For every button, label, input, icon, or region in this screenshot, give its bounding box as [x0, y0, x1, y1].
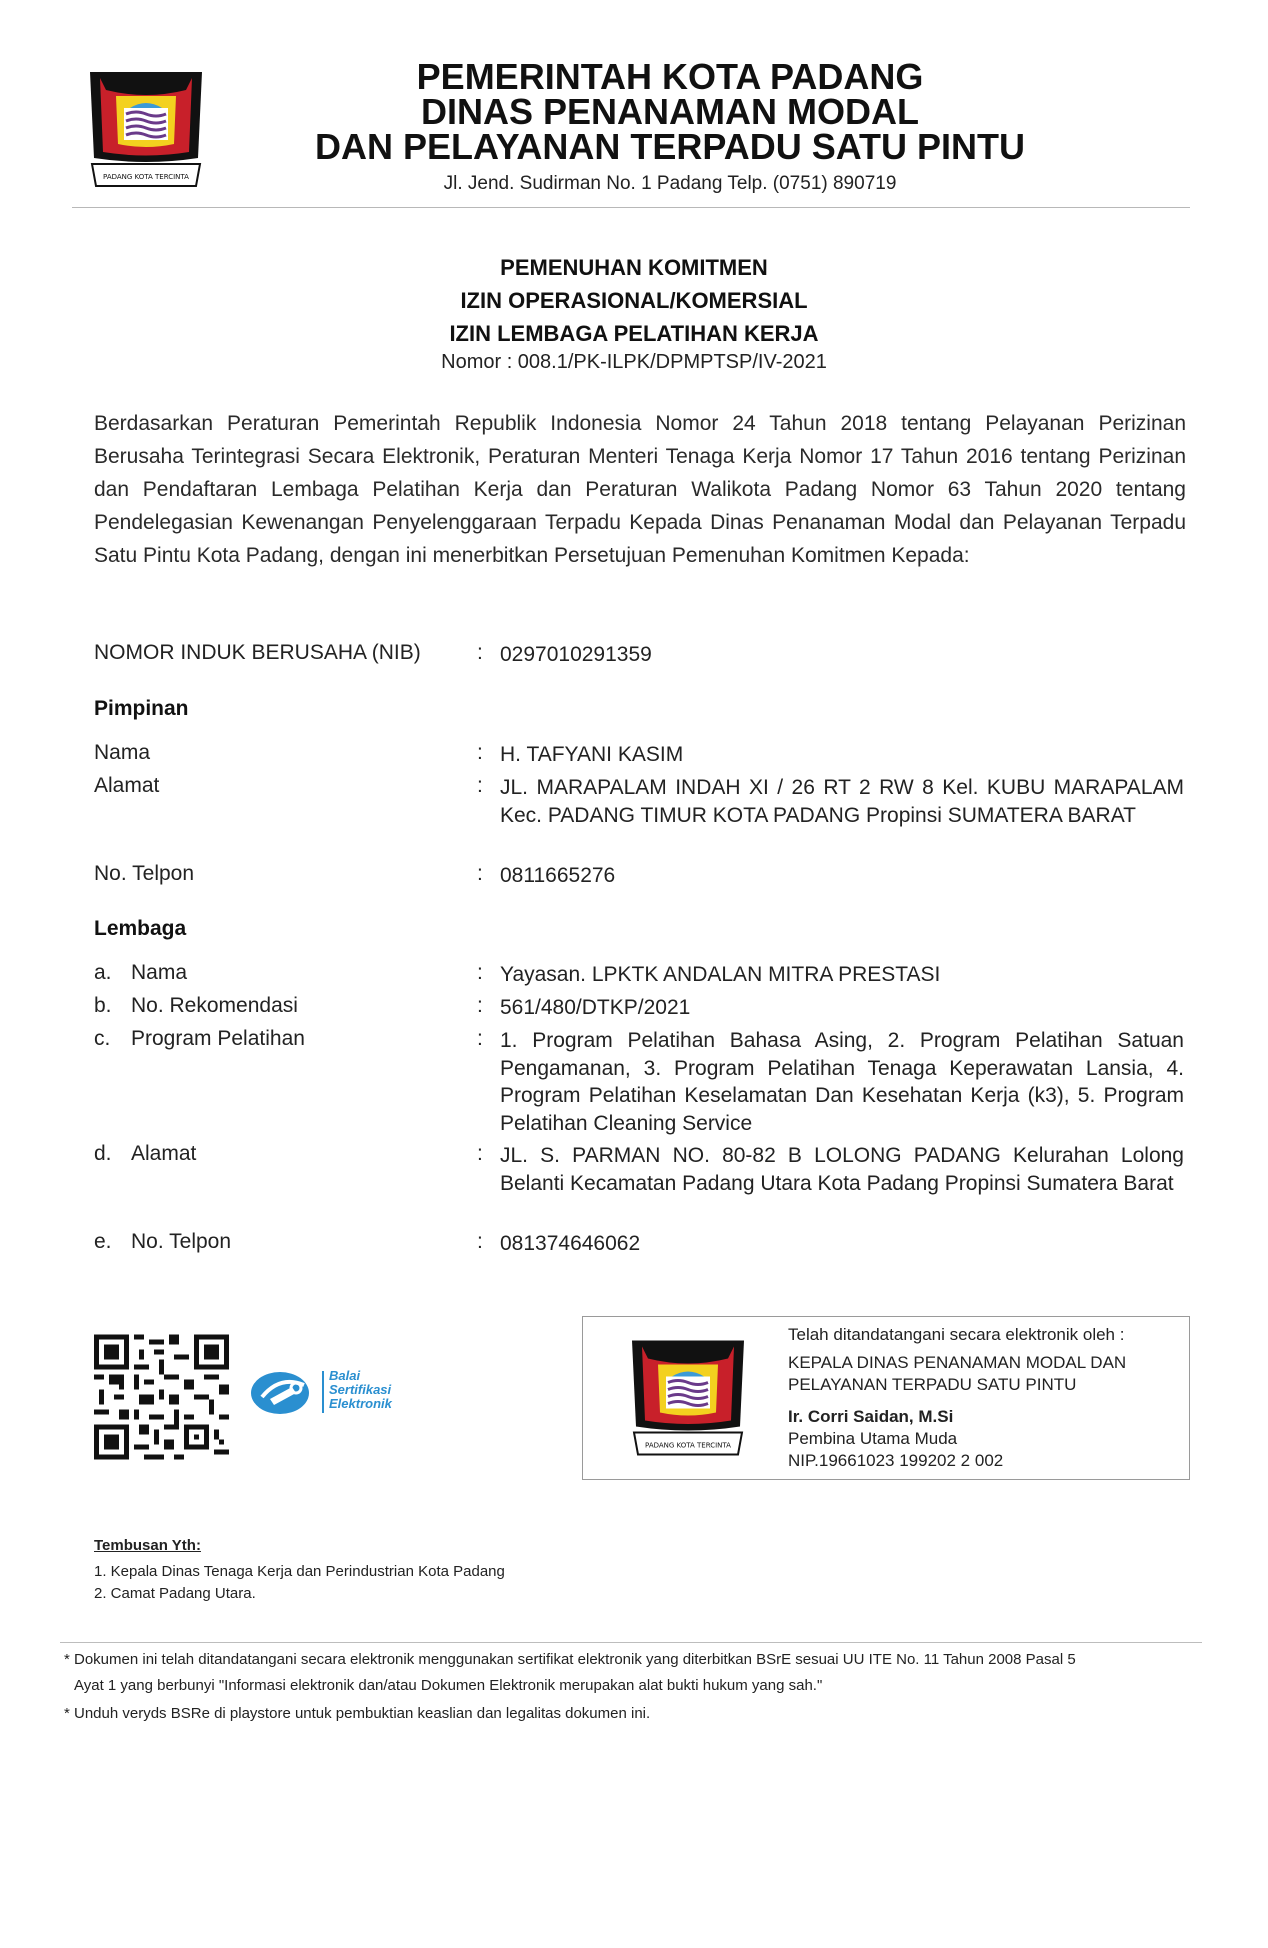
header-agency-line1: DINAS PENANAMAN MODAL [421, 91, 919, 132]
lembaga-rekomendasi-value: 561/480/DTKP/2021 [500, 996, 691, 1019]
lembaga-nama-label: Nama [131, 961, 188, 984]
svg-text:PADANG KOTA TERCINTA: PADANG KOTA TERCINTA [103, 173, 189, 181]
tembusan-heading: Tembusan Yth: [94, 1537, 201, 1554]
header-agency-line2: DAN PELAYANAN TERPADU SATU PINTU [314, 126, 1026, 167]
pimpinan-heading: Pimpinan [94, 697, 189, 720]
doc-title-line1: PEMENUHAN KOMITMEN [500, 255, 768, 280]
lembaga-program-value: 1. Program Pelatihan Bahasa Asing, 2. Program Pelatihan Satuan Pengamanan, 3. Program Pelatihan Tenaga Keperawatan Lansia, 4. Program Pelatihan Keselamatan Dan Kesehatan Kerja (k3), 5. Program Pelatihan Cleaning Service [500, 1029, 1184, 1135]
header-address: Jl. Jend. Sudirman No. 1 Padang Telp. (0751) 890719 [443, 173, 897, 194]
nib-value: 0297010291359 [500, 643, 652, 666]
lembaga-item-letter: b. [94, 994, 112, 1017]
header-divider [72, 207, 1190, 208]
doc-title-line2: IZIN OPERASIONAL/KOMERSIAL [460, 288, 808, 313]
header-government-name: PEMERINTAH KOTA PADANG [416, 56, 924, 97]
verification-qr-code[interactable] [94, 1333, 229, 1461]
signatory-rank: Pembina Utama Muda [788, 1429, 958, 1448]
lembaga-alamat-value: JL. S. PARMAN NO. 80-82 B LOLONG PADANG Kelurahan Lolong Belanti Kecamatan Padang Utara Kota Padang Propinsi Sumatera Barat [500, 1144, 1184, 1195]
footnote-legal-line1: * Dokumen ini telah ditandatangani secara elektronik menggunakan sertifikat elektronik yang diterbitkan BSrE sesuai UU ITE No. 11 Tahun 2008 Pasal 5 [64, 1651, 1076, 1668]
padang-city-emblem-small [628, 1335, 748, 1463]
lembaga-nama-colon: : [477, 961, 483, 984]
lembaga-program-label: Program Pelatihan [131, 1027, 305, 1050]
intro-paragraph: Berdasarkan Peraturan Pemerintah Republik Indonesia Nomor 24 Tahun 2018 tentang Pelayanan Perizinan Berusaha Terintegrasi Secara Elektronik, Peraturan Menteri Tenaga Kerja Nomor 17 Tahun 2016 tentang Perizinan dan Pendaftaran Lembaga Pelatihan Kerja dan Peraturan Walikota Padang Nomor 63 Tahun 2020 tentang Pendelegasian Kewenangan Penyelenggaraan Terpadu Kepada Dinas Penanaman Modal dan Pelayanan Terpadu Satu Pintu Kota Padang, dengan ini menerbitkan Persetujuan Pemenuhan Komitmen Kepada: [94, 412, 1186, 567]
tembusan-item: 1. Kepala Dinas Tenaga Kerja dan Perindustrian Kota Padang [94, 1563, 505, 1580]
lembaga-item-letter: e. [94, 1230, 112, 1253]
pimpinan-alamat-label: Alamat [94, 774, 160, 797]
lembaga-telpon-colon: : [477, 1230, 483, 1253]
bsre-emblem-icon [250, 1367, 316, 1417]
lembaga-alamat-label: Alamat [131, 1142, 197, 1165]
pimpinan-nama-value: H. TAFYANI KASIM [500, 743, 684, 766]
nib-colon: : [477, 641, 483, 664]
lembaga-rekomendasi-colon: : [477, 994, 483, 1017]
pimpinan-alamat-value: JL. MARAPALAM INDAH XI / 26 RT 2 RW 8 Kel. KUBU MARAPALAM Kec. PADANG TIMUR KOTA PADANG Propinsi SUMATERA BARAT [500, 776, 1184, 827]
bsre-logo [250, 1367, 425, 1419]
signatory-name: Ir. Corri Saidan, M.Si [788, 1407, 954, 1426]
nib-label: NOMOR INDUK BERUSAHA (NIB) [94, 641, 421, 664]
lembaga-program-colon: : [477, 1027, 483, 1050]
lembaga-item-letter: c. [94, 1027, 111, 1050]
lembaga-item-letter: d. [94, 1142, 112, 1165]
lembaga-heading: Lembaga [94, 917, 187, 940]
lembaga-rekomendasi-label: No. Rekomendasi [131, 994, 298, 1017]
lembaga-item-letter: a. [94, 961, 112, 984]
lembaga-nama-value: Yayasan. LPKTK ANDALAN MITRA PRESTASI [500, 963, 941, 986]
bsre-divider [322, 1371, 324, 1413]
pimpinan-nama-label: Nama [94, 741, 151, 764]
footer-divider [60, 1642, 1202, 1643]
bsre-text: Balai Sertifikasi Elektronik [329, 1368, 392, 1411]
signature-intro: Telah ditandatangani secara elektronik oleh : [788, 1325, 1125, 1344]
pimpinan-nama-colon: : [477, 741, 483, 764]
svg-text:PADANG KOTA TERCINTA: PADANG KOTA TERCINTA [645, 1441, 731, 1450]
footnote-verify: * Unduh veryds BSRe di playstore untuk pembuktian keaslian dan legalitas dokumen ini. [64, 1705, 651, 1722]
footnote-legal-line2: Ayat 1 yang berbunyi "Informasi elektronik dan/atau Dokumen Elektronik merupakan alat bukti hukum yang sah." [74, 1677, 823, 1694]
doc-number: Nomor : 008.1/PK-ILPK/DPMPTSP/IV-2021 [441, 351, 827, 373]
pimpinan-telpon-colon: : [477, 862, 483, 885]
pimpinan-telpon-label: No. Telpon [94, 862, 195, 885]
lembaga-telpon-label: No. Telpon [131, 1230, 232, 1253]
pimpinan-alamat-colon: : [477, 774, 483, 797]
lembaga-alamat-colon: : [477, 1142, 483, 1165]
signature-position-line2: PELAYANAN TERPADU SATU PINTU [788, 1375, 1077, 1394]
lembaga-telpon-value: 081374646062 [500, 1232, 641, 1255]
signature-position-line1: KEPALA DINAS PENANAMAN MODAL DAN [788, 1353, 1127, 1372]
padang-city-emblem [86, 68, 206, 193]
pimpinan-telpon-value: 0811665276 [500, 864, 616, 887]
signatory-nip: NIP.19661023 199202 2 002 [788, 1451, 1004, 1470]
doc-title-line3: IZIN LEMBAGA PELATIHAN KERJA [449, 321, 819, 346]
tembusan-item: 2. Camat Padang Utara. [94, 1585, 256, 1602]
